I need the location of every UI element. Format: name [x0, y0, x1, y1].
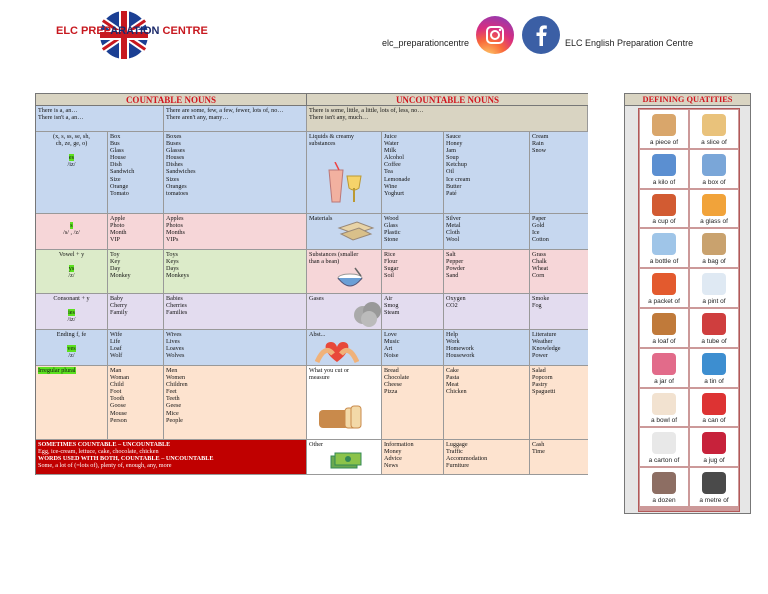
quantity-item: a tube of — [689, 308, 739, 348]
logo-text: ELC PREPARATION CENTRE — [56, 25, 208, 37]
rule-consonant-y: Consonant + y ies /iz/ — [36, 294, 108, 330]
singular-list-es: Box Bus Glass House Dish Sandwich Size Orange Tomato — [108, 132, 164, 214]
jug-icon — [702, 432, 726, 454]
list-liquids-3: Cream Rain Snow — [530, 132, 588, 214]
list-materials-3: Paper Gold Ice Cotton — [530, 214, 588, 250]
money-icon — [329, 450, 363, 472]
pint-icon — [702, 273, 726, 295]
list-substances-2: Salt Pepper Powder Sand — [444, 250, 530, 294]
logo — [56, 10, 206, 62]
quantity-item: a bottle of — [639, 228, 689, 268]
quantity-item: a box of — [689, 149, 739, 189]
materials-icon — [337, 218, 375, 244]
countable-head-left: There is a, an… There isn't a, an… — [36, 106, 164, 132]
bowl-rice-icon — [335, 266, 365, 292]
uncountable-head: There is some, little, a little, lots of, less, no… There isn't any, much… — [307, 106, 588, 132]
countable-footer: SOMETIMES COUNTABLE – UNCOUNTABLE Egg, ice-cream, lettuce, cake, chocolate, chicken WORDS USED WITH BOTH, COUNTABLE – UNCOUNTABLE Some, a lot of (=lots of), plenty of, enough, any, more — [36, 440, 307, 475]
singular-list-consonant-y: Baby Cherry Family — [108, 294, 164, 330]
bag-icon — [702, 233, 726, 255]
quantity-item: a packet of — [639, 268, 689, 308]
quantity-item: a dozen — [639, 467, 689, 507]
kilo-icon — [652, 154, 676, 176]
instagram-handle[interactable]: elc_preparationcentre — [382, 38, 470, 48]
list-substances-1: Rice Flour Sugar Soil — [382, 250, 444, 294]
singular-list-s: Apple Photo Month VIP — [108, 214, 164, 250]
glass-icon — [702, 194, 726, 216]
rule-s: s /s/ , /z/ — [36, 214, 108, 250]
list-gases-3: Smoke Fog — [530, 294, 588, 330]
list-abstract-3: Literature Weather Knowledge Power — [530, 330, 588, 366]
category-other: Other — [307, 440, 382, 475]
list-substances-3: Grass Chalk Wheat Corn — [530, 250, 588, 294]
smoke-icon — [351, 297, 385, 329]
quantity-item: a carton of — [639, 427, 689, 467]
quantity-item: a can of — [689, 388, 739, 428]
list-gases-2: Oxygen CO2 — [444, 294, 530, 330]
facebook-icon[interactable] — [522, 16, 560, 54]
list-cut-measure-3: Salad Popcorn Pastry Spaguetti — [530, 366, 588, 440]
list-other-3: Cash Time — [530, 440, 588, 475]
nouns-table — [35, 93, 588, 475]
bread-icon — [315, 396, 365, 432]
category-materials: Materials — [307, 214, 382, 250]
category-gases: Gases — [307, 294, 382, 330]
category-cut-measure: What you cut or measure — [307, 366, 382, 440]
carton-icon — [652, 432, 676, 454]
list-other-1: Information Money Advice News — [382, 440, 444, 475]
cup-icon — [652, 194, 676, 216]
quantity-item: a cup of — [639, 189, 689, 229]
quantity-item: a bag of — [689, 228, 739, 268]
box-icon — [702, 154, 726, 176]
bottle-icon — [652, 233, 676, 255]
piece-icon — [652, 114, 676, 136]
quantity-item: a pint of — [689, 268, 739, 308]
tin-icon — [702, 353, 726, 375]
category-liquids: Liquids & creamy substances — [307, 132, 382, 214]
list-liquids-1: Juice Water Milk Alcohol Coffee Tea Lemonade Wine Yoghurt — [382, 132, 444, 214]
quantity-item: a metre of — [689, 467, 739, 507]
plural-list-consonant-y: Babies Cherries Families — [164, 294, 307, 330]
category-abstract: Abst... — [307, 330, 382, 366]
loaf-icon — [652, 313, 676, 335]
singular-list-f-fe: Wife Life Loaf Wolf — [108, 330, 164, 366]
singular-list-irregular: Man Woman Child Foot Tooth Goose Mouse Person — [108, 366, 164, 440]
bowl-icon — [652, 393, 676, 415]
list-materials-1: Wood Glass Plastic Stone — [382, 214, 444, 250]
quantity-item: a loaf of — [639, 308, 689, 348]
quantities-title: DEFINING QUATITIES — [625, 94, 750, 106]
plural-list-vowel-y: Toys Keys Days Monkeys — [164, 250, 307, 294]
rule-f-fe: Ending f, fe ves /z/ — [36, 330, 108, 366]
heart-hands-icon — [315, 338, 359, 366]
quantity-item: a jar of — [639, 348, 689, 388]
countable-head-right: There are some, few, a few, fewer, lots of, no… There aren't any, many… — [164, 106, 307, 132]
quantity-item: a bowl of — [639, 388, 689, 428]
quantity-item: a jug of — [689, 427, 739, 467]
packet-icon — [652, 273, 676, 295]
list-abstract-1: Love Music Art Noise — [382, 330, 444, 366]
plural-list-f-fe: Wives Lives Loaves Wolves — [164, 330, 307, 366]
plural-list-es: Boxes Buses Glasses Houses Dishes Sandwiches Sizes Oranges tomatoes — [164, 132, 307, 214]
list-cut-measure-1: Bread Chocolate Cheese Pizza — [382, 366, 444, 440]
rule-irregular: Irregular plural — [36, 366, 108, 440]
quantities-grid — [638, 108, 740, 512]
slice-icon — [702, 114, 726, 136]
defining-quantities-panel — [624, 93, 751, 514]
plural-list-s: Apples Photos Months VIPs — [164, 214, 307, 250]
facebook-name[interactable]: ELC English Preparation Centre — [565, 38, 694, 48]
rule-vowel-y: Vowel + y ys /z/ — [36, 250, 108, 294]
can-icon — [702, 393, 726, 415]
drinks-icon — [325, 162, 365, 206]
plural-list-irregular: Men Women Children Feet Teeth Geese Mice People — [164, 366, 307, 440]
list-gases-1: Air Smog Steam — [382, 294, 444, 330]
tube-icon — [702, 313, 726, 335]
uncountable-title: UNCOUNTABLE NOUNS — [307, 94, 588, 106]
quantity-item: a piece of — [639, 109, 689, 149]
quantity-item — [639, 509, 689, 511]
quantity-item: a glass of — [689, 189, 739, 229]
jar-icon — [652, 353, 676, 375]
metre-icon — [702, 472, 726, 494]
list-other-2: Luggage Traffic Accommodation Furniture — [444, 440, 530, 475]
list-cut-measure-2: Cake Pasta Meat Chicken — [444, 366, 530, 440]
list-abstract-2: Help Work Homework Housework — [444, 330, 530, 366]
singular-list-vowel-y: Toy Key Day Monkey — [108, 250, 164, 294]
dozen-icon — [652, 472, 676, 494]
quantity-item: a kilo of — [639, 149, 689, 189]
quantity-item: a slice of — [689, 109, 739, 149]
quantity-item — [689, 509, 739, 511]
rule-es: (x, s, ss, se, sh, ch, ze, ge, o) es /iz/ — [36, 132, 108, 214]
instagram-icon[interactable] — [476, 16, 514, 54]
countable-title: COUNTABLE NOUNS — [36, 94, 307, 106]
quantity-item: a tin of — [689, 348, 739, 388]
category-substances: Substances (smaller than a bean) — [307, 250, 382, 294]
list-materials-2: Silver Metal Cloth Wool — [444, 214, 530, 250]
list-liquids-2: Sauce Honey Jam Soup Ketchup Oil Ice cream Butter Paté — [444, 132, 530, 214]
